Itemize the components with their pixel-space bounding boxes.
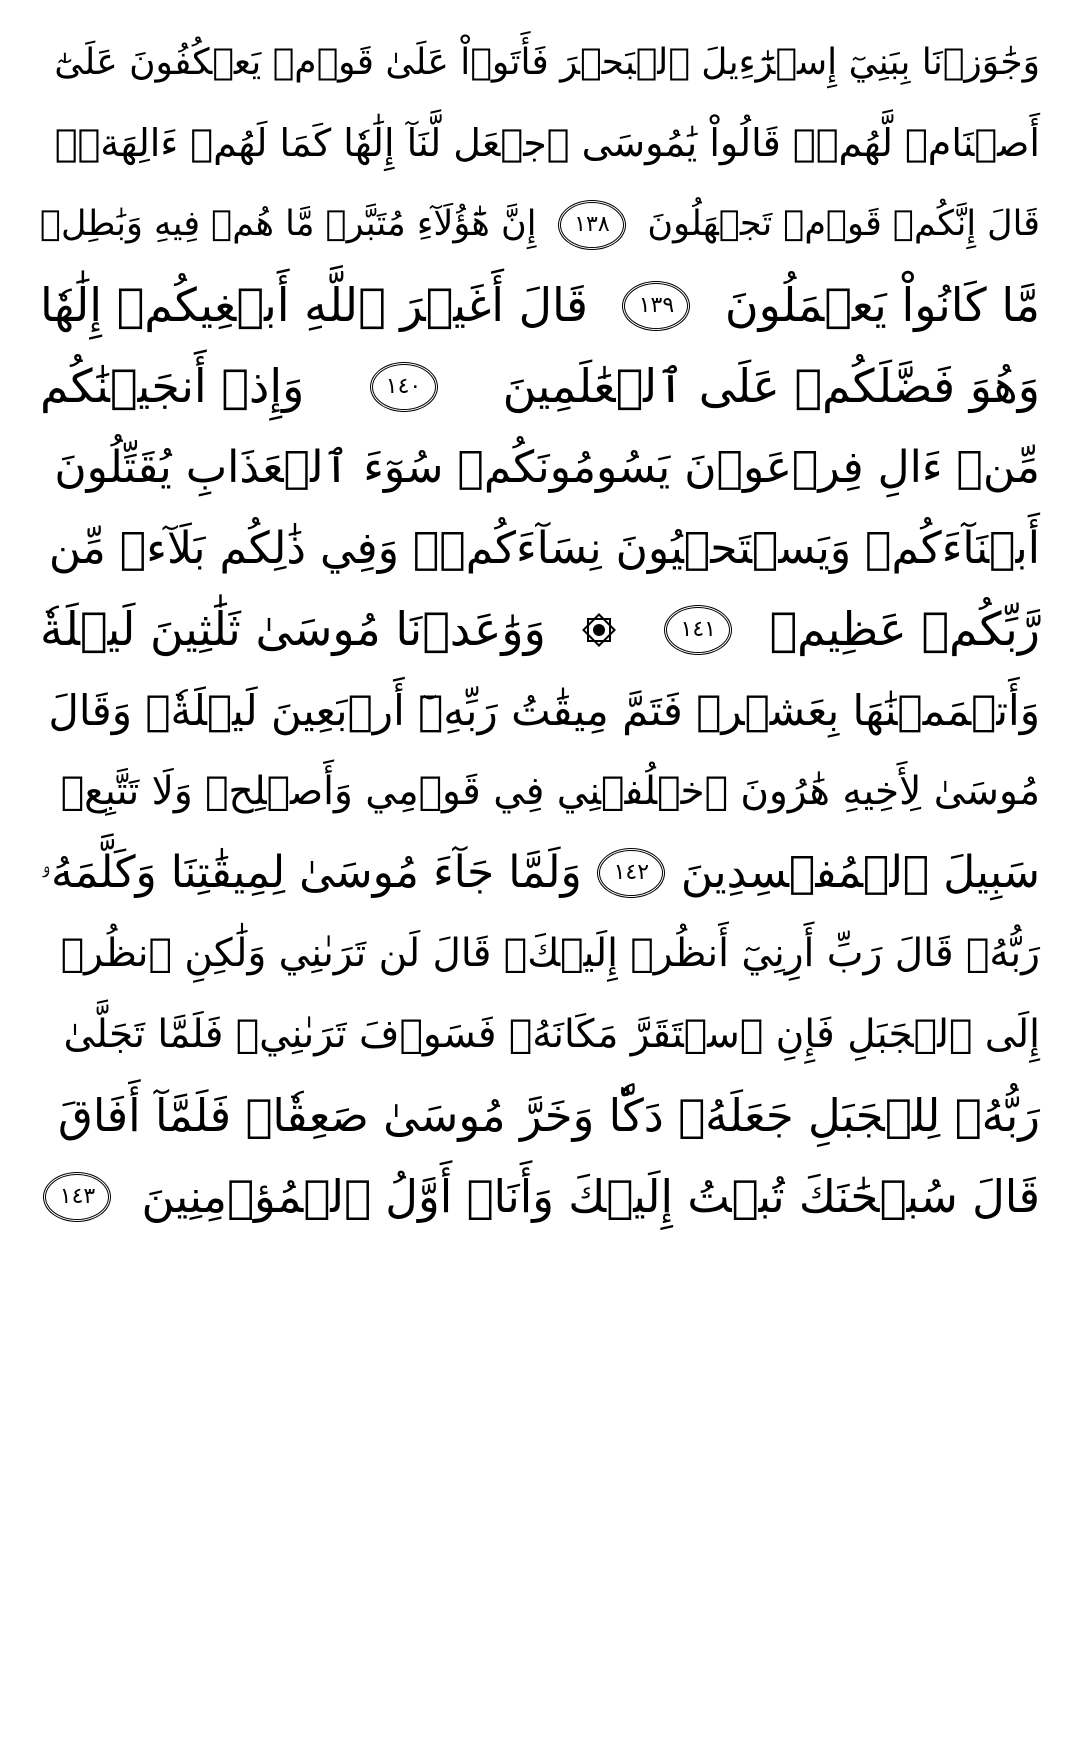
verse-line-1 (40, 22, 1040, 103)
rub-el-hizb-icon (579, 610, 619, 650)
ayah-number-marker: ١٤٢ (597, 848, 665, 898)
verse-text: أَصۡنَامٖ لَّهُمۡۚ قَالُواْ يَٰمُوسَى ٱجۡعَل لَّنَآ إِلَٰهٗا كَمَا لَهُمۡ ءَالِهَةٞۚ (54, 121, 1040, 165)
verse-text: رَّبِّكُمۡ عَظِيمٞ (769, 602, 1040, 656)
verse-text: إِلَى ٱلۡجَبَلِ فَإِنِ ٱسۡتَقَرَّ مَكَانَهُۥ فَسَوۡفَ تَرَىٰنِيۚ فَلَمَّا تَجَلَّىٰ (63, 1012, 1040, 1057)
verse-text: قَالَ أَغَيۡرَ ٱللَّهِ أَبۡغِيكُمۡ إِلَٰهٗا (40, 278, 589, 332)
verse-text: مَّا كَانُواْ يَعۡمَلُونَ (724, 278, 1040, 332)
verse-text: مِّنۡ ءَالِ فِرۡعَوۡنَ يَسُومُونَكُمۡ سُوٓءَ ٱلۡعَذَابِ يُقَتِّلُونَ (54, 442, 1040, 493)
ayah-number-marker: ١٣٨ (558, 200, 626, 250)
verse-text: سَبِيلَ ٱلۡمُفۡسِدِينَ (680, 847, 1040, 898)
verse-text: وَلَمَّا جَآءَ مُوسَىٰ لِمِيقَٰتِنَا وَكَلَّمَهُۥ (40, 847, 582, 898)
verse-text: وَوَٰعَدۡنَا مُوسَىٰ ثَلَٰثِينَ لَيۡلَةٗ (40, 602, 546, 656)
verse-text: إِنَّ هَٰٓؤُلَآءِ مُتَبَّرٞ مَّا هُمۡ فِيهِ وَبَٰطِلٞ (40, 204, 537, 244)
verse-line-2 (40, 103, 1040, 184)
verse-text: قَالَ سُبۡحَٰنَكَ تُبۡتُ إِلَيۡكَ وَأَنَا۠ أَوَّلُ ٱلۡمُؤۡمِنِينَ (141, 1170, 1040, 1223)
verse-line-5 (40, 346, 1040, 427)
verse-text: وَهُوَ فَضَّلَكُمۡ عَلَى ٱلۡعَٰلَمِينَ (502, 359, 1040, 413)
verse-line-6 (40, 427, 1040, 508)
mushaf-page (40, 22, 1040, 1722)
verse-line-8 (40, 589, 1040, 670)
verse-line-9 (40, 670, 1040, 751)
verse-line-11 (40, 832, 1040, 913)
verse-line-12 (40, 913, 1040, 994)
verse-text: وَجَٰوَزۡنَا بِبَنِيٓ إِسۡرَٰٓءِيلَ ٱلۡبَحۡرَ فَأَتَوۡاْ عَلَىٰ قَوۡمٖ يَعۡكُفُونَ عَلَىٰٓ (54, 42, 1040, 83)
verse-text: وَأَتۡمَمۡنَٰهَا بِعَشۡرٖ فَتَمَّ مِيقَٰتُ رَبِّهِۦٓ أَرۡبَعِينَ لَيۡلَةٗۚ وَقَالَ (48, 686, 1040, 735)
verse-text: قَالَ إِنَّكُمۡ قَوۡمٞ تَجۡهَلُونَ (647, 204, 1040, 244)
verse-text: رَبُّهُۥ لِلۡجَبَلِ جَعَلَهُۥ دَكّٗا وَخَرَّ مُوسَىٰ صَعِقٗاۚ فَلَمَّآ أَفَاقَ (58, 1089, 1040, 1142)
verse-line-15 (40, 1156, 1040, 1237)
ayah-number-marker: ١٤١ (664, 605, 732, 655)
verse-line-10 (40, 751, 1040, 832)
verse-line-4 (40, 265, 1040, 346)
verse-text: أَبۡنَآءَكُمۡ وَيَسۡتَحۡيُونَ نِسَآءَكُمۡۚ وَفِي ذَٰلِكُم بَلَآءٞ مِّن (48, 523, 1040, 574)
ayah-number-marker: ١٤٣ (43, 1172, 111, 1222)
ayah-number-marker: ١٤٠ (370, 362, 438, 412)
verse-line-14 (40, 1075, 1040, 1156)
verse-text: وَإِذۡ أَنجَيۡنَٰكُم (40, 359, 305, 413)
verse-line-3 (40, 184, 1040, 265)
verse-line-7 (40, 508, 1040, 589)
verse-text: رَبُّهُۥ قَالَ رَبِّ أَرِنِيٓ أَنظُرۡ إِلَيۡكَۚ قَالَ لَن تَرَىٰنِي وَلَٰكِنِ ٱنظُرۡ (60, 931, 1040, 976)
verse-text: مُوسَىٰ لِأَخِيهِ هَٰرُونَ ٱخۡلُفۡنِي فِي قَوۡمِي وَأَصۡلِحۡ وَلَا تَتَّبِعۡ (60, 769, 1040, 814)
ayah-number-marker: ١٣٩ (622, 281, 690, 331)
verse-line-13 (40, 994, 1040, 1075)
